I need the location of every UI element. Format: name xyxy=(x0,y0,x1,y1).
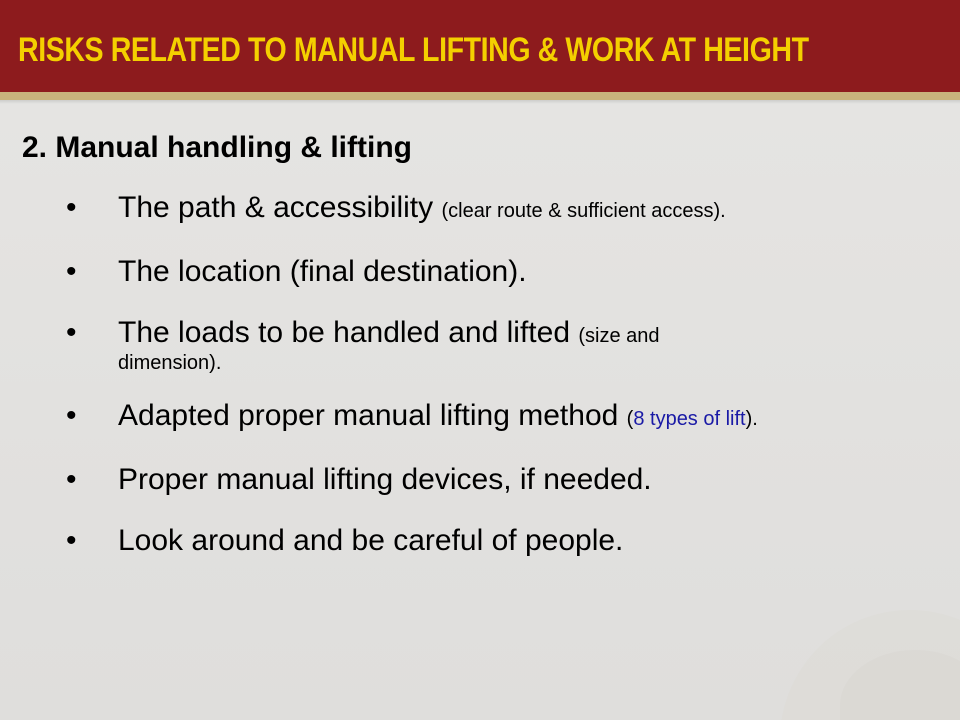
section-title: 2. Manual handling & lifting xyxy=(22,131,412,164)
header-shadow xyxy=(0,100,960,104)
bullet-text: Look around and be careful of people. xyxy=(118,524,624,557)
bullet-text: The path & accessibility xyxy=(118,191,442,224)
bullet-marker: • xyxy=(66,524,77,557)
bullet-item xyxy=(66,190,938,229)
bullet-marker: • xyxy=(66,316,77,349)
bullet-marker: • xyxy=(66,399,77,432)
bullet-note-close: ). xyxy=(745,408,758,430)
bullet-text: The loads to be handled and lifted xyxy=(118,316,579,349)
bullet-list xyxy=(66,190,938,584)
bullet-item xyxy=(66,462,938,498)
bullet-note: (clear route & sufficient access). xyxy=(441,200,726,222)
bullet-marker: • xyxy=(66,191,77,224)
bullet-marker: • xyxy=(66,463,77,496)
bullet-marker: • xyxy=(66,255,77,288)
bullet-item xyxy=(66,315,938,376)
bullet-item xyxy=(66,254,938,290)
lift-types-link[interactable]: 8 types of lift xyxy=(633,408,746,430)
bullet-note-open: ( xyxy=(626,408,634,430)
bullet-text: Proper manual lifting devices, if needed. xyxy=(118,463,652,496)
bullet-note-continued: dimension). xyxy=(118,352,222,374)
bullet-note: (size and xyxy=(578,325,660,347)
bullet-item xyxy=(66,523,938,559)
header-accent-line xyxy=(0,92,960,100)
bullet-text: The location (final destination). xyxy=(118,255,527,288)
bullet-text: Adapted proper manual lifting method xyxy=(118,399,627,432)
bullet-item xyxy=(66,398,938,437)
slide-title: RISKS RELATED TO MANUAL LIFTING & WORK AT HEIGHT xyxy=(18,31,809,69)
